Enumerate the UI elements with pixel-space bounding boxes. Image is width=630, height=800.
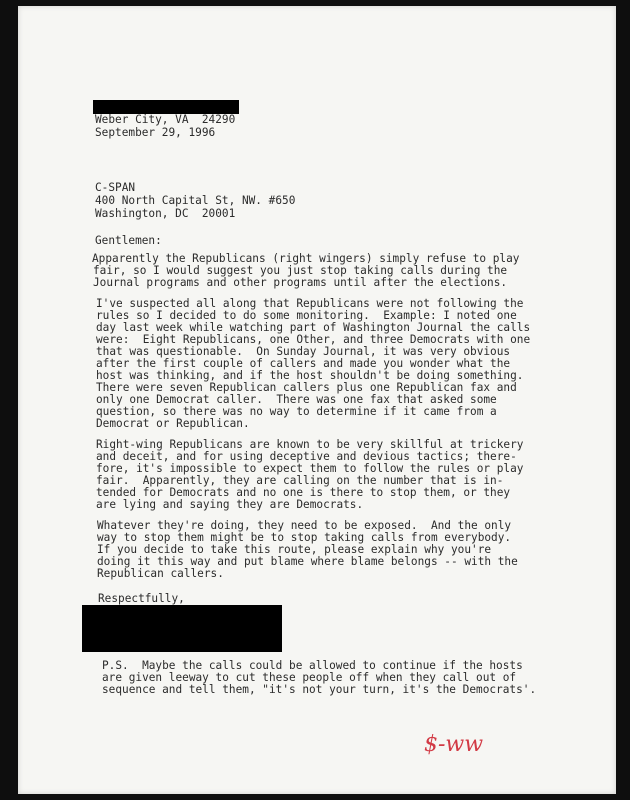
salutation: Gentlemen: xyxy=(95,234,162,247)
body-line: are lying and saying they are Democrats. xyxy=(96,498,364,511)
body-line: were: Eight Republicans, one Other, and three Democrats with one xyxy=(96,333,531,346)
body-line: rules so I decided to do some monitoring. Example: I noted one xyxy=(96,309,517,322)
body-line: doing it this way and put blame where blame belongs -- with the xyxy=(97,555,518,568)
body-line: host was thinking, and if the host shouldn't be doing something. xyxy=(96,369,524,382)
recipient-street: 400 North Capital St, NW. #650 xyxy=(95,194,296,207)
body-line: Whatever they're doing, they need to be exposed. And the only xyxy=(97,519,512,532)
body-line: There were seven Republican callers plus one Republican fax and xyxy=(96,381,517,394)
ps-line: sequence and tell them, "it's not your turn, it's the Democrats'. xyxy=(102,683,537,696)
body-line: tended for Democrats and no one is there to stop them, or they xyxy=(96,486,511,499)
ps-line: are given leeway to cut these people off when they call out of xyxy=(102,671,517,684)
body-line: fair, so I would suggest you just stop taking calls during the xyxy=(93,264,508,277)
sender-city: Weber City, VA 24290 xyxy=(95,113,236,126)
recipient-city: Washington, DC 20001 xyxy=(95,207,236,220)
redacted-signature xyxy=(82,605,282,652)
body-line: Republican callers. xyxy=(97,567,224,580)
body-line: Apparently the Republicans (right wingers) simply refuse to play xyxy=(92,252,520,265)
ps-line: P.S. Maybe the calls could be allowed to continue if the hosts xyxy=(102,659,523,672)
body-line: day last week while watching part of Washington Journal the calls xyxy=(96,321,531,334)
body-line: question, so there was no way to determine if it came from a xyxy=(96,405,497,418)
redacted-sender-name xyxy=(93,100,239,114)
body-line: only one Democrat caller. There was one fax that asked some xyxy=(96,393,497,406)
body-line: Democrat or Republican. xyxy=(96,417,250,430)
body-line: after the first couple of callers and made you wonder what the xyxy=(96,357,511,370)
letter-date: September 29, 1996 xyxy=(95,126,216,139)
body-line: that was questionable. On Sunday Journal, it was very obvious xyxy=(96,345,511,358)
handwritten-annotation: $-ww xyxy=(424,732,484,757)
body-line: fair. Apparently, they are calling on the number that is in- xyxy=(96,474,504,487)
body-line: I've suspected all along that Republicans were not following the xyxy=(96,297,524,310)
body-line: Journal programs and other programs until after the elections. xyxy=(93,276,508,289)
recipient-name: C-SPAN xyxy=(95,181,136,194)
body-line: If you decide to take this route, please explain why you're xyxy=(97,543,492,556)
body-line: fore, it's impossible to expect them to follow the rules or play xyxy=(96,462,524,475)
body-line: Right-wing Republicans are known to be very skillful at trickery xyxy=(96,438,524,451)
body-line: way to stop them might be to stop taking calls from everybody. xyxy=(97,531,512,544)
body-line: and deceit, and for using deceptive and devious tactics; there- xyxy=(96,450,517,463)
closing: Respectfully, xyxy=(98,592,185,605)
